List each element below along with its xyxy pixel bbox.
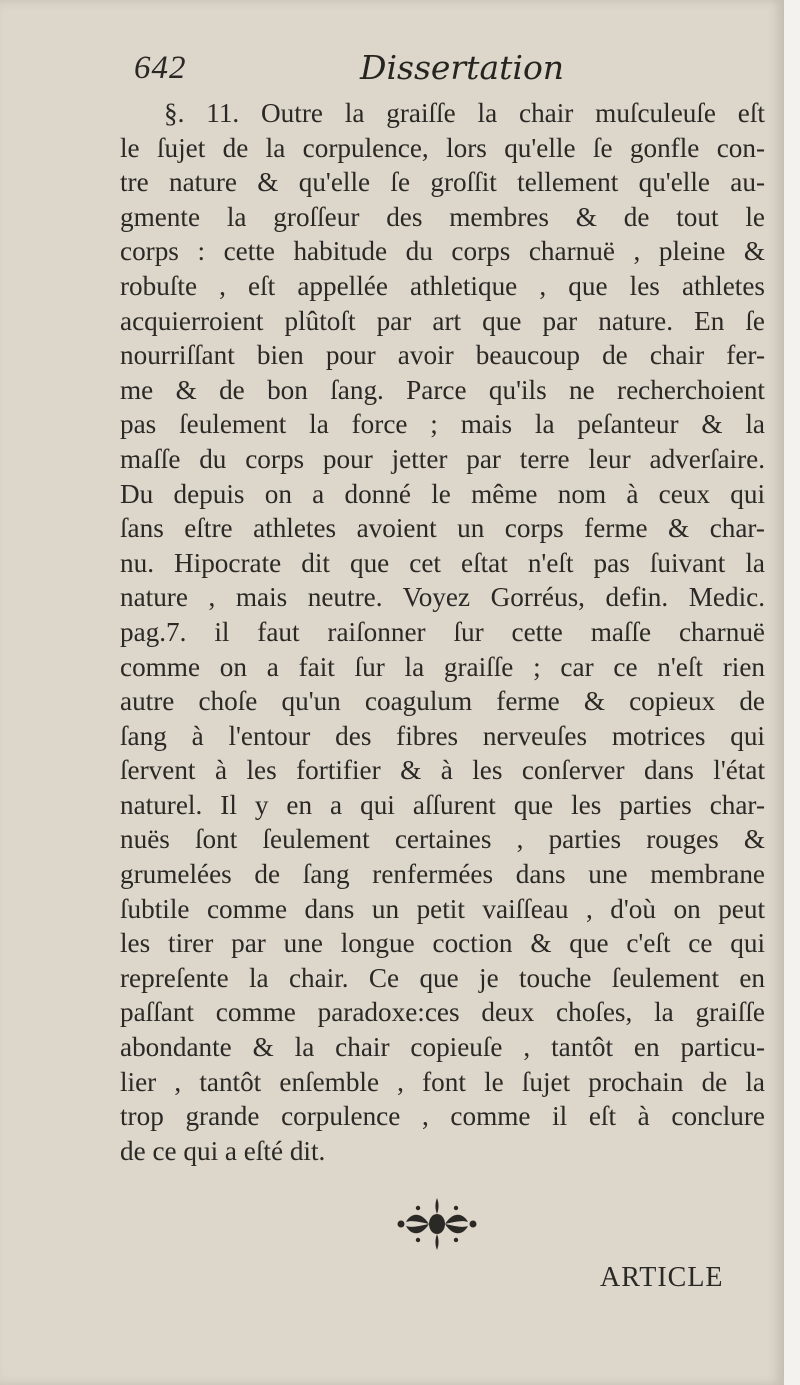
text-line: pag.7. il faut raiſonner ſur cette maſſe charnuë: [120, 616, 765, 647]
text-line: lier , tantôt enſemble , font le ſujet prochain de la: [120, 1066, 765, 1097]
text-line: nature , mais neutre. Voyez Gorréus, defin. Medic.: [120, 582, 765, 613]
text-line: §. 11. Outre la graiſſe la chair muſculeuſe eſt: [164, 98, 765, 128]
text-line: gmente la groſſeur des membres & de tout le: [120, 201, 765, 232]
text-line: naturel. Il y en a qui aſſurent que les parties char-: [120, 789, 765, 820]
text-line: ſang à l'entour des fibres nerveuſes motrices qui: [120, 720, 765, 751]
page-number: 642: [134, 50, 187, 86]
text-line: me & de bon ſang. Parce qu'ils ne recherchoient: [120, 374, 765, 405]
text-line: de ce qui a eſté dit.: [120, 1135, 326, 1166]
running-title: Dissertation: [360, 48, 565, 87]
text-line: acquierroient plûtoſt par art que par nature. En ſe: [120, 305, 765, 336]
text-line: pas ſeulement la force ; mais la peſanteur & la: [120, 409, 765, 440]
text-line: tre nature & qu'elle ſe groſſit tellement qu'elle au-: [120, 167, 765, 198]
text-line: ſans eſtre athletes avoient un corps ferme & char-: [120, 513, 765, 544]
text-line: trop grande corpulence , comme il eſt à conclure: [120, 1101, 765, 1132]
text-line: ſubtile comme dans un petit vaiſſeau , d'où on peut: [120, 893, 765, 924]
page-edge: [784, 0, 800, 1385]
body-paragraph: [120, 96, 765, 1168]
text-line: ſervent à les fortifier & à les conſerver dans l'état: [120, 755, 765, 786]
text-line: robuſte , eſt appellée athletique , que les athletes: [120, 270, 765, 301]
text-line: corps : cette habitude du corps charnuë , pleine &: [120, 236, 765, 267]
text-line: comme on a fait ſur la graiſſe ; car ce n'eſt rien: [120, 651, 765, 682]
catchword: ARTICLE: [600, 1262, 724, 1293]
text-line: Du depuis on a donné le même nom à ceux qui: [120, 478, 765, 509]
text-line: repreſente la chair. Ce que je touche ſeulement en: [120, 962, 765, 993]
text-line: nu. Hipocrate dit que cet eſtat n'eſt pas ſuivant la: [120, 547, 765, 578]
fleuron-ornament-icon: [392, 1196, 482, 1252]
text-line: nourriſſant bien pour avoir beaucoup de chair fer-: [120, 340, 765, 371]
text-line: les tirer par une longue coction & que c'eſt ce qui: [120, 928, 765, 959]
text-line: autre choſe qu'un coagulum ferme & copieux de: [120, 686, 765, 717]
text-line: paſſant comme paradoxe:ces deux choſes, la graiſſe: [120, 997, 765, 1028]
text-line: maſſe du corps pour jetter par terre leur adverſaire.: [120, 443, 765, 474]
text-line: nuës ſont ſeulement certaines , parties rouges &: [120, 824, 765, 855]
text-line: grumelées de ſang renfermées dans une membrane: [120, 859, 765, 890]
text-line: abondante & la chair copieuſe , tantôt en particu-: [120, 1032, 765, 1063]
text-line: le ſujet de la corpulence, lors qu'elle ſe gonfle con-: [120, 132, 765, 163]
